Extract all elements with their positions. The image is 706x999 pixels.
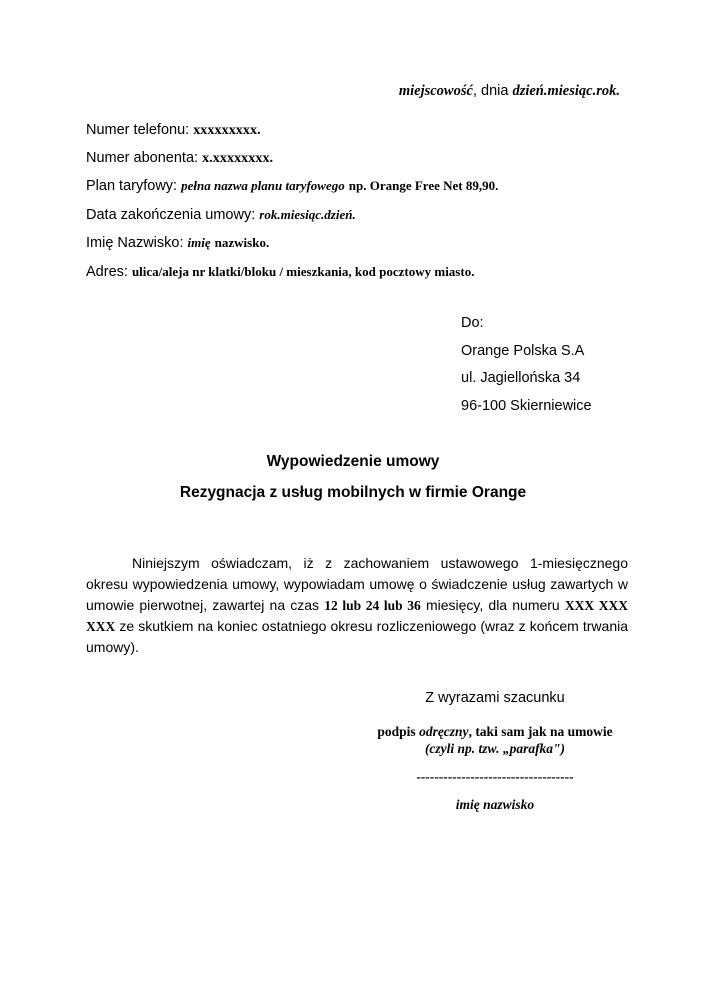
value-address: ulica/aleja nr klatki/bloku / mieszkania, kod pocztowy miasto. [131,263,475,279]
signature-instruction-emphasis: odręczny [419,724,469,739]
label-name: Imię Nazwisko: [86,235,184,251]
sender-row-tariff [86,177,626,195]
label-phone: Numer telefonu: [86,122,190,138]
recipient-block [461,315,681,425]
date-placeholder: dzień.miesiąc.rok. [512,83,620,99]
signature-instruction-suffix: , taki sam jak na umowie [468,724,613,739]
value-first-name: imię [187,235,211,250]
recipient-city: 96-100 Skierniewice [461,397,592,414]
closing-block [330,689,660,813]
body-segment-3: ze skutkiem na koniec ostatniego okresu rozliczeniowego (wraz z końcem trwania umowy). [86,618,628,655]
signature-instruction [330,723,660,740]
value-tariff-example: np. Orange Free Net 89,90. [348,178,499,193]
value-phone: xxxxxxxxx. [193,123,261,138]
date-place-line [86,82,620,100]
label-tariff: Plan taryfowy: [86,178,178,194]
signature-name-placeholder: imię nazwisko [455,797,535,812]
page-subtitle: Rezygnacja z usług mobilnych w firmie Orange [179,484,527,501]
signature-line: ----------------------------------- [416,769,574,784]
signature-instruction-second: (czyli np. tzw. „parafka") [424,741,566,756]
body-paragraph [86,553,628,658]
document-titles [86,452,620,503]
regards-text: Z wyrazami szacunku [425,690,565,706]
signature-instruction-prefix: podpis [377,724,420,739]
date-separator: , [472,83,481,99]
dnia-word: dnia [481,83,509,99]
body-segment-2: miesięcy, dla numeru [420,597,565,613]
label-address: Adres: [86,263,128,280]
label-subscriber: Numer abonenta: [86,149,199,166]
sender-details-block [86,122,626,291]
sender-row-subscriber [86,150,626,167]
label-end-date: Data zakończenia umowy: [86,206,256,223]
body-contract-months: 12 lub 24 lub 36 [324,598,421,613]
value-last-name: nazwisko. [214,235,270,250]
value-end-date: rok.miesiąc.dzień. [259,206,356,222]
body-phone-number: XXX XXX XXX [86,598,629,634]
sender-row-phone [86,122,626,139]
recipient-company: Orange Polska S.A [461,342,585,359]
sender-row-end-date [86,206,626,224]
page-title: Wypowiedzenie umowy [266,453,440,470]
value-tariff-italic: pełna nazwa planu taryfowego [181,178,345,193]
recipient-street: ul. Jagiellońska 34 [461,370,581,386]
sender-row-address [86,263,626,281]
body-segment-1: Niniejszym oświadczam, iż z zachowaniem ustawowego 1-miesięcznego okresu wypowiedzenia umowy, wypowiadam umowę o świadczenie usług zawartych w umowie pierwotnej, zawartej na czas [86,555,628,613]
sender-row-name [86,234,626,252]
recipient-label-do: Do: [461,315,484,331]
value-subscriber: x.xxxxxxxx. [202,150,274,166]
place-placeholder: miejscowość [398,83,473,99]
